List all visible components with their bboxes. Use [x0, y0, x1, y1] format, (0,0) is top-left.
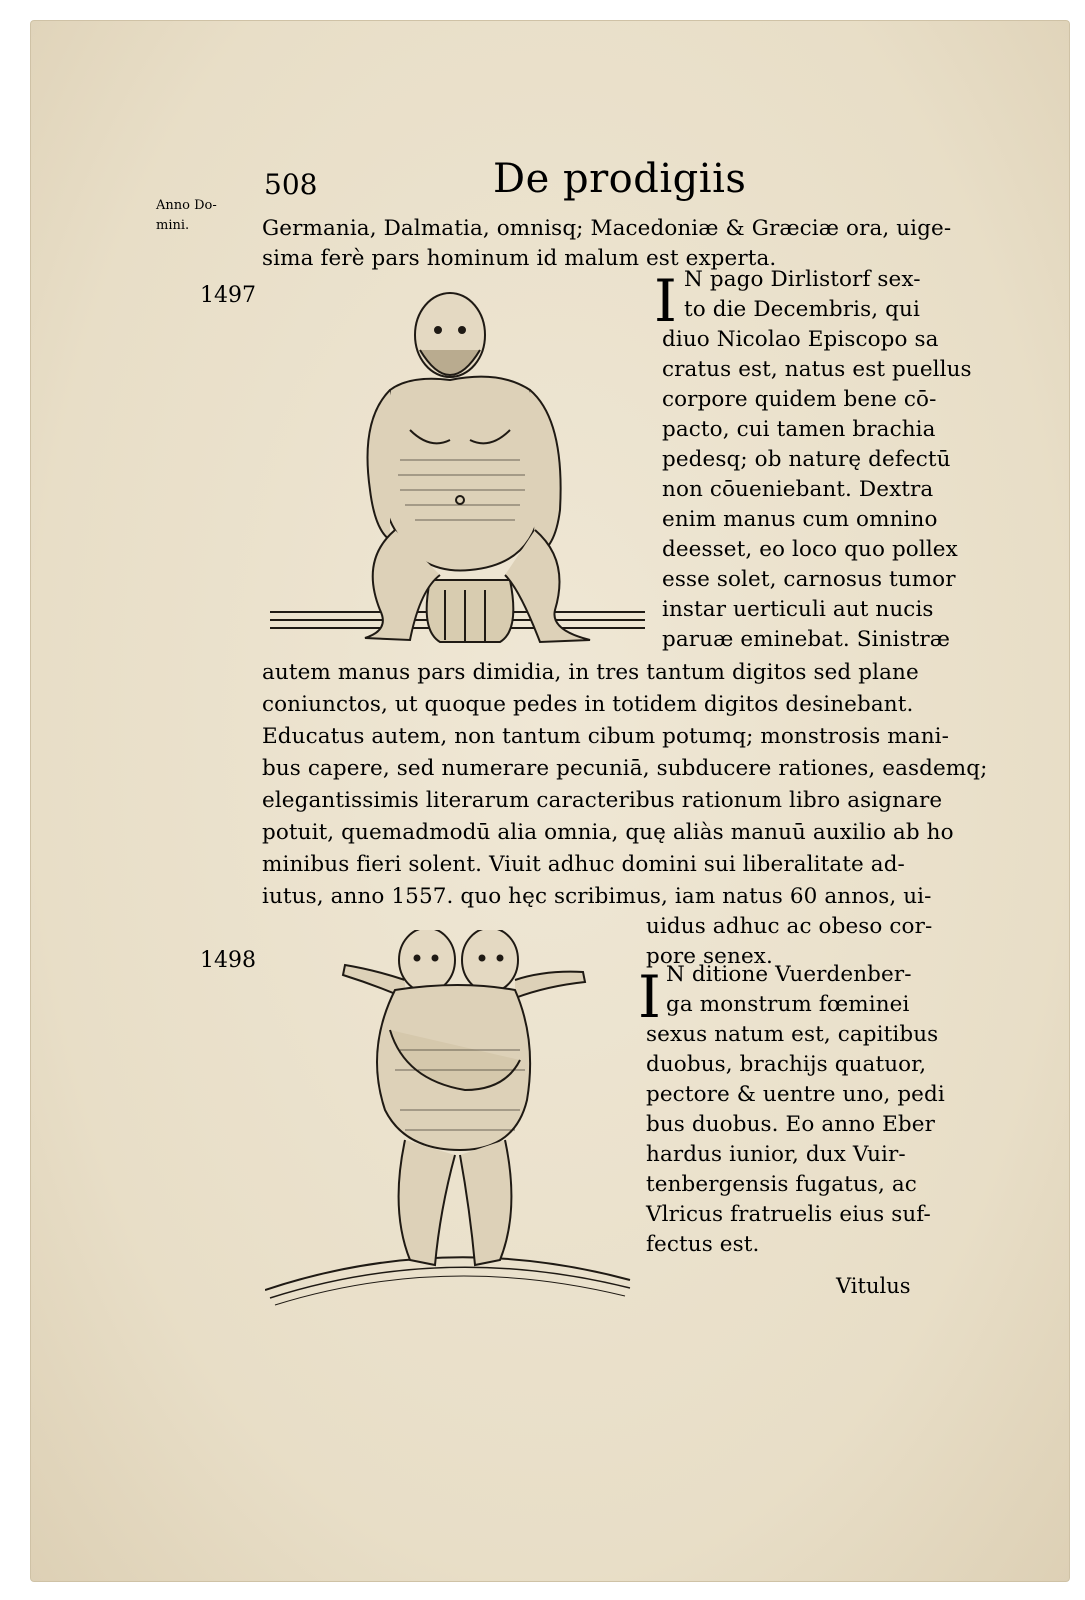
text-line: paruæ eminebat. Sinistræ: [662, 627, 951, 652]
text-line: enim manus cum omnino: [662, 507, 938, 532]
text-line: diuo Nicolao Episcopo sa: [662, 327, 939, 352]
text-line: duobus, brachijs quatuor,: [646, 1052, 927, 1077]
text-line: pedesq; ob naturę defectū: [662, 447, 951, 472]
text-line: Vlricus fratruelis eius suf-: [646, 1202, 931, 1227]
text-line: ga monstrum fœminei: [666, 992, 910, 1017]
text-line: N ditione Vuerdenber-: [666, 962, 912, 987]
margin-note-line: mini.: [156, 218, 190, 233]
woodcut-seated-figure: [270, 290, 650, 660]
text-line: pectore & uentre uno, pedi: [646, 1082, 945, 1107]
catchword: Vitulus: [836, 1274, 911, 1298]
running-head: De prodigiis: [493, 156, 747, 202]
intro-line: sima ferè pars hominum id malum est experta.: [262, 246, 777, 271]
drop-cap: I: [654, 267, 677, 335]
drop-cap: I: [638, 963, 661, 1031]
text-line: elegantissimis literarum caracteribus rationum libro asignare: [262, 788, 943, 813]
text-line: bus capere, sed numerare pecuniā, subducere rationes, easdemq;: [262, 756, 988, 781]
text-line: pore senex.: [646, 944, 773, 969]
text-line: corpore quidem bene cō-: [662, 387, 937, 412]
text-line: tenbergensis fugatus, ac: [646, 1172, 917, 1197]
text-line: cratus est, natus est puellus: [662, 357, 972, 382]
text-line: autem manus pars dimidia, in tres tantum digitos sed plane: [262, 660, 919, 685]
text-line: esse solet, carnosus tumor: [662, 567, 956, 592]
text-line: pacto, cui tamen brachia: [662, 417, 936, 442]
year-marginal: 1497: [200, 283, 256, 308]
margin-note-line: Anno Do-: [156, 198, 217, 213]
intro-line: Germania, Dalmatia, omnisq; Macedoniæ & Græciæ ora, uige-: [262, 216, 952, 241]
margin-note: [156, 196, 266, 236]
text-line: instar uerticuli aut nucis: [662, 597, 934, 622]
text-line: non cōueniebant. Dextra: [662, 477, 934, 502]
woodcut-conjoined-twins: [265, 930, 635, 1310]
text-line: to die Decembris, qui: [684, 297, 920, 322]
text-line: deesset, eo loco quo pollex: [662, 537, 958, 562]
text-line: sexus natum est, capitibus: [646, 1022, 939, 1047]
text-line: hardus iunior, dux Vuir-: [646, 1142, 906, 1167]
text-line: bus duobus. Eo anno Eber: [646, 1112, 935, 1137]
year-marginal: 1498: [200, 948, 256, 973]
text-line: potuit, quemadmodū alia omnia, quę aliàs manuū auxilio ab ho: [262, 820, 954, 845]
text-line: N pago Dirlistorf sex-: [684, 267, 921, 292]
text-line: minibus fieri solent. Viuit adhuc domini sui liberalitate ad-: [262, 852, 905, 877]
page-number: 508: [264, 168, 318, 201]
text-line: coniunctos, ut quoque pedes in totidem digitos desinebant.: [262, 692, 914, 717]
text-line: fectus est.: [646, 1232, 760, 1257]
text-line: iutus, anno 1557. quo hęc scribimus, iam natus 60 annos, ui-: [262, 884, 932, 909]
text-line: Educatus autem, non tantum cibum potumq; monstrosis mani-: [262, 724, 950, 749]
text-line: uidus adhuc ac obeso cor-: [646, 914, 933, 939]
